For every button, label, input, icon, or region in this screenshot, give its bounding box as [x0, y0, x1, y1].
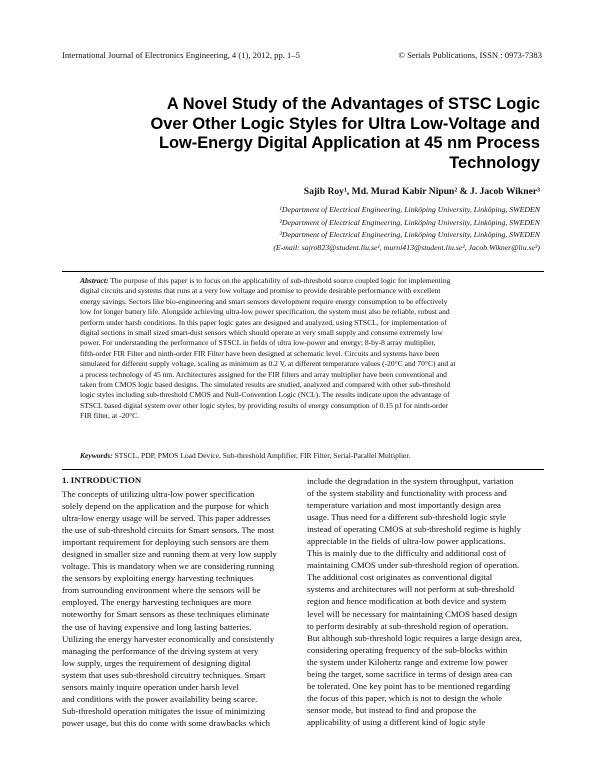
- body-line: appreciable in the fields of ultra-low power applications.: [307, 536, 506, 547]
- body-line: noteworthy for Smart sensors as these techniques eliminate: [62, 609, 270, 620]
- title-line: A Novel Study of the Advantages of STSC Logic: [166, 95, 540, 113]
- affiliations: [273, 204, 540, 255]
- body-line: important requirement for deploying such sensors are them: [62, 537, 269, 548]
- body-line: employed. The energy harvesting techniques are more: [62, 597, 252, 608]
- body-line: ultra-low energy usage will be served. This paper addresses: [62, 513, 271, 524]
- body-line: region and hence modification at both device and system: [307, 596, 507, 607]
- abstract-line: digital circuits and systems that runs at a very low voltage and promise to provide desirable performance with excellent: [80, 286, 441, 296]
- body-line: voltage. This is mandatory when we are considering running: [62, 561, 274, 572]
- author-list: Sajib Roy¹, Md. Murad Kabir Nipun² & J. Jacob Wikner³: [303, 186, 540, 197]
- body-line: power usage, but this do come with some drawbacks which: [62, 717, 271, 728]
- body-line: systems and architectures will not perform at sub-threshold: [307, 584, 515, 595]
- abstract-line: low for longer battery life. Alongside achieving ultra-low power specification, the system must also be reliable, robust and: [80, 307, 450, 317]
- body-line: instead of operating CMOS at sub-threshold regime is highly: [307, 524, 521, 535]
- abstract-line: power. For understanding the performance of STSCL in fields of ultra low-power and energy; 8-by-8 array multiplier,: [80, 338, 436, 348]
- abstract-label: Abstract:: [80, 276, 109, 285]
- body-line: maintaining CMOS under sub-threshold region of operation.: [307, 560, 520, 571]
- journal-citation: International Journal of Electronics Engineering, 4 (1), 2012, pp. 1–5: [62, 50, 300, 60]
- publisher-issn: © Serials Publications, ISSN : 0973-7383: [398, 50, 542, 60]
- body-line: sensor mode, but instead to find and propose the: [307, 704, 477, 715]
- body-line: from surrounding environment where the sensors will be: [62, 585, 261, 596]
- affiliation-line: ¹Department of Electrical Engineering, Linköping University, Linköping, SWEDEN: [279, 205, 540, 214]
- body-line: the system under Kilohertz range and extreme low power: [307, 656, 508, 667]
- affiliation-line: ³Department of Electrical Engineering, Linköping University, Linköping, SWEDEN: [279, 230, 540, 240]
- abstract-line: Abstract: The purpose of this paper is to focus on the applicability of sub-threshold source coupled logic for implementing: [80, 276, 451, 285]
- abstract: [80, 276, 530, 422]
- abstract-line: simulated for different supply voltage, scaling as minimum as 0.2 V, at different temperature values (-20°C and 70°C) and at: [80, 359, 456, 369]
- body-line: usage. Thus need for a different sub-threshold logic style: [307, 512, 507, 523]
- body-line: the use of sub-threshold circuits for Smart sensors. The most: [62, 525, 275, 536]
- keywords-label: Keywords:: [80, 451, 113, 460]
- body-line: applicability of using a different kind of logic style: [307, 716, 486, 727]
- body-line: sensors mainly inquire operation under harsh level: [62, 681, 239, 692]
- body-line: temperature variation and most importantly design area: [307, 500, 501, 511]
- body-line: The concepts of utilizing ultra-low power specification: [62, 489, 255, 499]
- left-column: [62, 488, 298, 729]
- right-column: [307, 475, 543, 728]
- running-header: [62, 50, 542, 64]
- body-line: the sensors by exploiting energy harvesting techniques: [62, 573, 254, 584]
- body-line: the use of having expensive and long lasting batteries.: [62, 621, 252, 632]
- keywords-text: STSCL, PDP, PMOS Load Device, Sub-threshold Amplifier, FIR Filter, Serial-Parallel Multiplier.: [112, 451, 411, 460]
- abstract-line: STSCL based digital system over other logic styles, by providing results of energy consumption of 0.15 pJ for ninth-order: [80, 400, 449, 410]
- title-line: Low-Energy Digital Application at 45 nm Process: [158, 134, 540, 152]
- email-line: (E-mail: sajro823@student.liu.se¹, murni413@student.liu.se², Jacob.Wikner@liu.se³): [273, 243, 540, 253]
- affiliation-line: ²Department of Electrical Engineering, Linköping University, Linköping, SWEDEN: [279, 217, 540, 227]
- body-line: considering operating frequency of the sub-blocks within: [307, 644, 508, 655]
- paper-title: [100, 95, 540, 173]
- abstract-line: fifth-order FIR Filter and ninth-order FIR Filter have been designed at schematic level. Circuits and systems have been: [80, 348, 440, 358]
- body-line: being the target, some sacrifice in terms of design area can: [307, 668, 513, 679]
- body-line: designed in smaller size and running them at very low supply: [62, 549, 277, 560]
- abstract-line: perform under harsh conditions. In this paper logic gates are designed and analyzed, using STSCL, for implementation of: [80, 317, 447, 327]
- abstract-line: energy savings. Sectors like bio-engineering and smart sensors development require energy consumption to be effectively: [80, 296, 448, 306]
- body-line: the focus of this paper, which is not to design the whole: [307, 692, 503, 703]
- title-line: Over Other Logic Styles for Ultra Low-Voltage and: [150, 114, 540, 133]
- body-line: Utilizing the energy harvester economically and consistently: [62, 633, 275, 644]
- abstract-line: digital sections in small sized smart-dust sensors which should operate at very small supply and consume extremely low: [80, 328, 443, 338]
- keywords: [80, 451, 540, 460]
- body-line: level will be necessary for maintaining CMOS based design: [307, 608, 517, 619]
- body-line: The additional cost originates as conventional digital: [307, 572, 493, 583]
- body-line: system that uses sub-threshold circuitry techniques. Smart: [62, 669, 266, 680]
- abstract-line: logic styles including sub-threshold CMOS and Null-Convention Logic (NCL). The results indicate upon the advantage of: [80, 390, 450, 400]
- body-line: low supply, urges the requirement of designing digital: [62, 657, 251, 668]
- body-line: This is mainly due to the difficulty and additional cost of: [307, 548, 507, 559]
- section-heading: 1. INTRODUCTION: [62, 475, 142, 485]
- body-line: Sub-threshold operation mitigates the issue of minimizing: [62, 705, 266, 716]
- body-line: solely depend on the application and the purpose for which: [62, 501, 269, 512]
- body-line: to perform desirably at sub-threshold region of operation.: [307, 620, 509, 631]
- body-line: managing the performance of the driving system at very: [62, 645, 259, 656]
- body-line: and conditions with the power availability being scarce.: [62, 693, 258, 704]
- title-line: Technology: [449, 153, 540, 172]
- body-line: of the system stability and functionality with process and: [307, 488, 507, 499]
- body-line: be tolerated. One key point has to be mentioned regarding: [307, 680, 511, 691]
- body-line: include the degradation in the system throughput, variation: [307, 476, 514, 486]
- body-line: But although sub-threshold logic requires a large design area,: [307, 632, 522, 643]
- abstract-line: taken from CMOS logic based designs. The simulated results are studied, analyzed and compared with other sub-threshold: [80, 380, 451, 390]
- abstract-line: FIR filter, at -20°C.: [80, 411, 140, 421]
- abstract-line: a process technology of 45 nm. Architectures assigned for the FIR filters and array multiplier have been conventional and: [80, 369, 447, 379]
